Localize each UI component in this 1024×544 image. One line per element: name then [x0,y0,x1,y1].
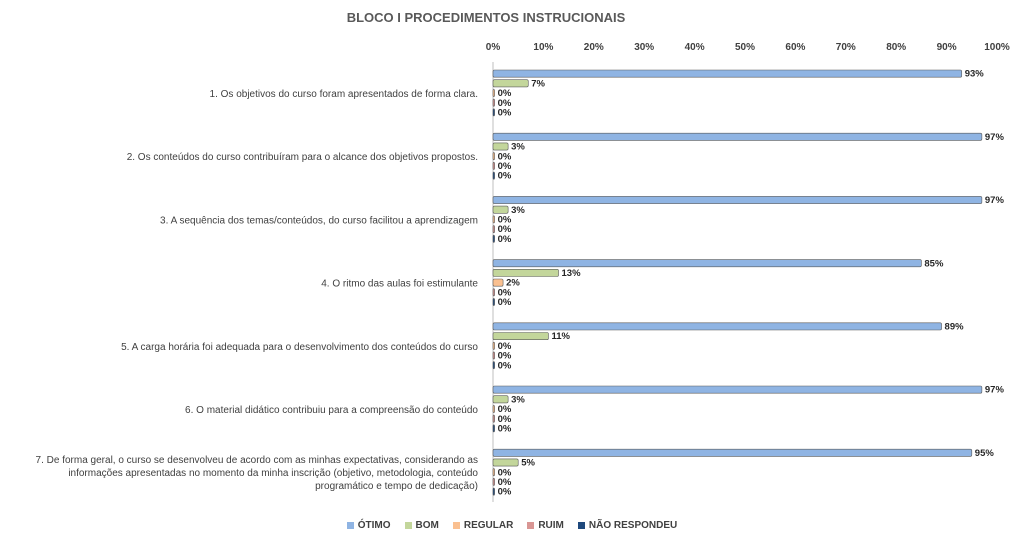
bar-ótimo [493,260,921,267]
bar-bom [493,143,508,150]
data-label: 0% [497,151,512,163]
legend-swatch [453,522,460,529]
data-label: 0% [497,224,512,236]
data-label: 0% [497,340,512,352]
data-label: 0% [497,88,512,100]
bar-regular [493,469,495,476]
legend-item [527,520,564,531]
category-label: 1. Os objetivos do curso foram apresentados de forma clara. [209,89,478,100]
x-tick-label: 90% [936,42,957,53]
data-label: 0% [497,404,512,416]
legend-item [453,520,513,531]
legend-label: NÃO RESPONDEU [588,520,678,531]
data-label: 0% [497,214,512,226]
data-label: 3% [511,204,525,216]
x-tick-label: 40% [684,42,705,53]
legend-swatch [405,522,412,529]
bar-ruim [493,478,495,485]
x-tick-label: 10% [533,42,554,53]
legend-item [578,520,677,531]
bar-ótimo [493,133,982,140]
x-tick-label: 80% [886,42,907,53]
category-label: 3. A sequência dos temas/conteúdos, do curso facilitou a aprendizagem [160,215,478,227]
data-label: 0% [497,413,512,425]
bar-bom [493,396,508,403]
category-label: 6. O material didático contribuiu para a compreensão do conteúdo [185,405,478,416]
data-label: 93% [964,68,984,80]
data-label: 0% [497,170,512,182]
bar-regular [493,342,495,349]
legend-item [347,520,391,531]
x-tick-label: 20% [583,42,604,53]
legend-label: BOM [415,520,439,531]
legend-label: REGULAR [463,520,514,531]
data-label: 0% [497,477,512,488]
bar-ótimo [493,386,982,393]
bar-regular [493,153,495,160]
bar-ruim [493,226,495,233]
data-label: 0% [497,107,512,119]
data-label: 0% [497,97,512,109]
bar-regular [493,405,495,412]
x-tick-label: 30% [634,42,655,53]
bar-ruim [493,162,495,169]
data-label: 2% [506,277,520,289]
x-tick-label: 0% [485,42,501,53]
bar-não-respondeu [493,488,495,495]
data-label: 97% [984,195,1004,207]
bar-não-respondeu [493,109,495,116]
bar-regular [493,89,495,96]
bar-ruim [493,99,495,106]
legend-swatch [527,522,534,529]
data-label: 7% [531,78,546,90]
data-label: 95% [974,447,994,459]
data-label: 97% [984,384,1004,396]
bar-ruim [493,352,495,359]
data-label: 0% [497,161,512,172]
category-label: 7. De forma geral, o curso se desenvolveu de acordo com as minhas expectativas, considerando as informações apresentadas no momento da minha inscrição (objetivo, metodologia, conteúdo programático e tempo de dedicação) [35,455,478,493]
bar-bom [493,459,518,466]
bar-não-respondeu [493,362,495,369]
legend-swatch [578,522,585,529]
data-label: 0% [497,297,512,309]
bar-ótimo [493,449,972,456]
legend-swatch [347,522,354,529]
bar-bom [493,269,559,276]
data-label: 0% [497,350,512,362]
bar-regular [493,216,495,223]
bar-ruim [493,415,495,422]
chart-title: BLOCO I PROCEDIMENTOS INSTRUCIONAIS [346,10,626,25]
data-label: 0% [497,233,512,245]
data-label: 5% [521,457,535,469]
x-tick-label: 100% [984,42,1010,53]
legend-label: RUIM [538,520,564,531]
data-label: 0% [497,423,512,435]
bar-não-respondeu [493,172,495,179]
category-label: 2. Os conteúdos do curso contribuíram para o alcance dos objetivos propostos. [126,152,478,164]
data-label: 89% [944,321,964,333]
data-label: 0% [497,360,512,372]
bar-ótimo [493,196,982,203]
data-label: 85% [924,258,944,270]
category-label: 5. A carga horária foi adequada para o desenvolvimento dos conteúdos do curso [121,341,478,353]
bar-não-respondeu [493,425,495,432]
data-label: 3% [511,394,525,406]
data-label: 13% [561,268,581,279]
bar-bom [493,80,528,87]
legend-item [405,520,439,531]
bar-não-respondeu [493,235,495,242]
legend-label: ÓTIMO [357,520,391,531]
data-label: 0% [497,287,512,299]
bar-ótimo [493,323,942,330]
bar-não-respondeu [493,298,495,305]
data-label: 0% [497,486,512,498]
bar-bom [493,206,508,213]
x-tick-label: 50% [734,42,756,53]
bar-regular [493,279,503,286]
bar-ótimo [493,70,962,77]
category-label: 4. O ritmo das aulas foi estimulante [321,278,478,290]
chart-legend [0,520,1024,531]
data-label: 0% [497,467,512,479]
x-tick-label: 60% [785,42,806,53]
data-label: 97% [984,131,1004,143]
x-tick-label: 70% [835,42,856,53]
data-label: 3% [511,141,525,153]
data-label: 11% [551,331,570,343]
bar-bom [493,333,548,340]
bar-ruim [493,289,495,296]
